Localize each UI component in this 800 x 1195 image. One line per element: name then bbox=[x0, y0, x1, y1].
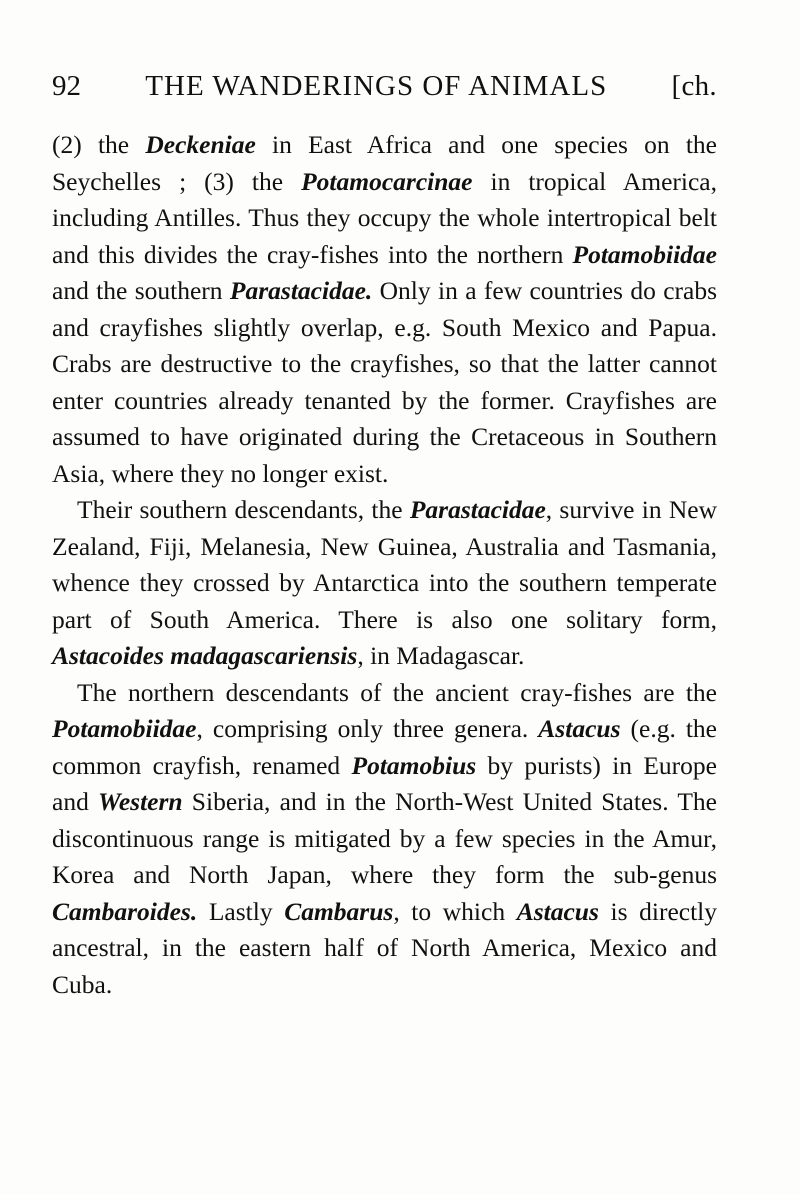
text-run: in East Africa and one species on the Seychelles ; (3) the bbox=[52, 130, 717, 196]
paragraph bbox=[52, 675, 717, 1004]
text-run: (e.g. the common crayfish, renamed bbox=[52, 714, 717, 780]
text-run: and the southern bbox=[52, 276, 230, 305]
chapter-mark: [ch. bbox=[671, 70, 717, 102]
text-run: , to which bbox=[393, 896, 517, 926]
text-run: Only in a few countries do crabs and crayfishes slightly overlap, e.g. South Mexico and Papua. Crabs are destructive to the crayfishes, so that the latter cannot enter countries already tenanted by the former. Crayfishes are assumed to have originated during the Cretaceous in Southern Asia, where they no longer exist. bbox=[52, 276, 717, 488]
text-run: Siberia, and in the North-West United States. The discontinuous range is mitigated by a few species in the Amur, Korea and North Japan, where they form the sub-genus bbox=[52, 787, 717, 889]
taxon-name: Deckeniae bbox=[145, 130, 256, 159]
body-text bbox=[52, 127, 717, 1003]
text-run: is directly ancestral, in the eastern half of North America, Mexico and Cuba. bbox=[52, 896, 718, 999]
running-title: THE WANDERINGS OF ANIMALS bbox=[145, 70, 608, 102]
taxon-name: Astacus bbox=[538, 714, 621, 743]
taxon-name: Potamobiidae bbox=[52, 714, 197, 743]
text-run: Their southern descendants, the bbox=[77, 495, 410, 524]
text-run: in tropical America, including Antilles. Thus they occupy the whole intertropical belt and this divides the cray-fishes into the northern bbox=[52, 166, 717, 269]
text-run: Lastly bbox=[197, 896, 285, 926]
paragraph bbox=[52, 127, 717, 492]
taxon-name: Parastacidae. bbox=[229, 276, 373, 305]
taxon-name: Western bbox=[98, 787, 183, 816]
text-run: , survive in New Zealand, Fiji, Melanesia, New Guinea, Australia and Tasmania, whence they crossed by Antarctica into the southern temperate part of South America. There is also one solitary form, bbox=[52, 495, 717, 634]
text-run: , comprising only three genera. bbox=[196, 714, 539, 743]
taxon-name: Potamobius bbox=[351, 750, 477, 780]
taxon-name: Potamobiidae bbox=[572, 239, 717, 269]
text-run: The northern descendants of the ancient cray-fishes are the bbox=[77, 677, 717, 707]
taxon-name: Parastacidae bbox=[409, 495, 546, 524]
paragraph bbox=[52, 492, 717, 675]
taxon-name: Potamocarcinae bbox=[301, 166, 473, 196]
taxon-name: Astacus bbox=[516, 896, 599, 926]
taxon-name: Astacoides madagascariensis bbox=[52, 641, 358, 670]
page-number: 92 bbox=[52, 70, 81, 102]
text-run: by purists) in Europe and bbox=[52, 750, 717, 816]
taxon-name: Cambarus bbox=[284, 896, 394, 926]
text-run: (2) the bbox=[52, 130, 146, 159]
taxon-name: Cambaroides. bbox=[52, 896, 198, 926]
text-run: , in Madagascar. bbox=[357, 641, 525, 670]
running-head bbox=[52, 70, 717, 103]
book-page bbox=[52, 70, 717, 1003]
